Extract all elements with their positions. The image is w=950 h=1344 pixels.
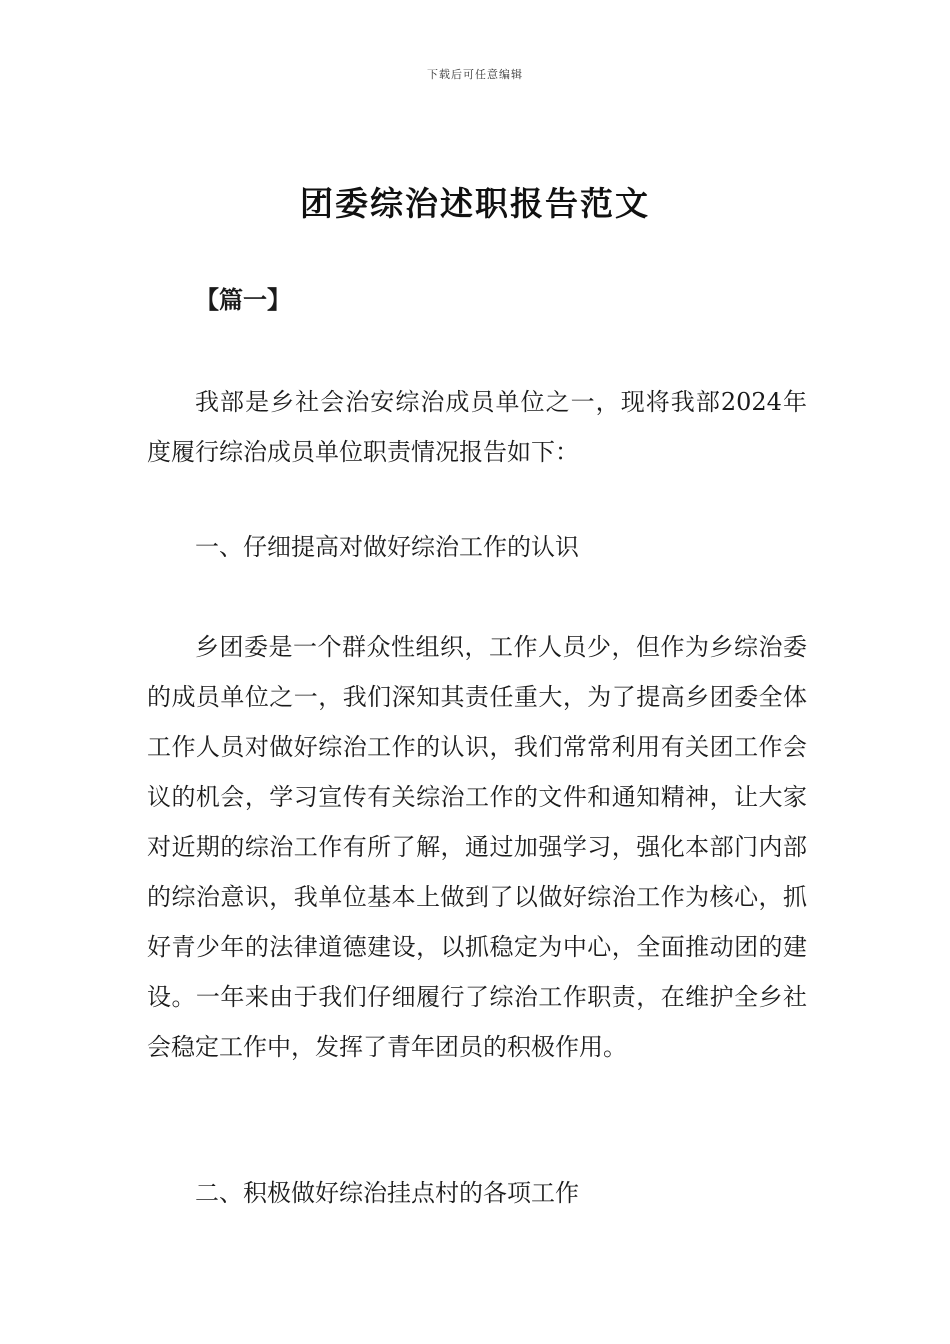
intro-paragraph-block [147, 377, 807, 477]
heading-2-block [147, 1168, 807, 1218]
heading-1-block [147, 522, 807, 572]
section-tag: 【篇一】 [195, 286, 291, 314]
body-paragraph-1: 乡团委是一个群众性组织，工作人员少，但作为乡综治委的成员单位之一，我们深知其责任重大，为了提高乡团委全体工作人员对做好综治工作的认识，我们常常利用有关团工作会议的机会，学习宣传有关综治工作的文件和通知精神，让大家对近期的综治工作有所了解，通过加强学习，强化本部门内部的综治意识，我单位基本上做到了以做好综治工作为核心，抓好青少年的法律道德建设，以抓稳定为中心，全面推动团的建设。一年来由于我们仔细履行了综治工作职责，在维护全乡社会稳定工作中，发挥了青年团员的积极作用。 [147, 633, 807, 1061]
paragraph-1-block [147, 622, 807, 1072]
document-title: 团委综治述职报告范文 [300, 184, 650, 223]
header-note: 下载后可任意编辑 [427, 68, 523, 81]
section-heading-2: 二、积极做好综治挂点村的各项工作 [195, 1179, 579, 1207]
section-heading-1: 一、仔细提高对做好综治工作的认识 [195, 533, 579, 561]
intro-paragraph: 我部是乡社会治安综治成员单位之一，现将我部2024年度履行综治成员单位职责情况报告如下： [147, 388, 807, 466]
